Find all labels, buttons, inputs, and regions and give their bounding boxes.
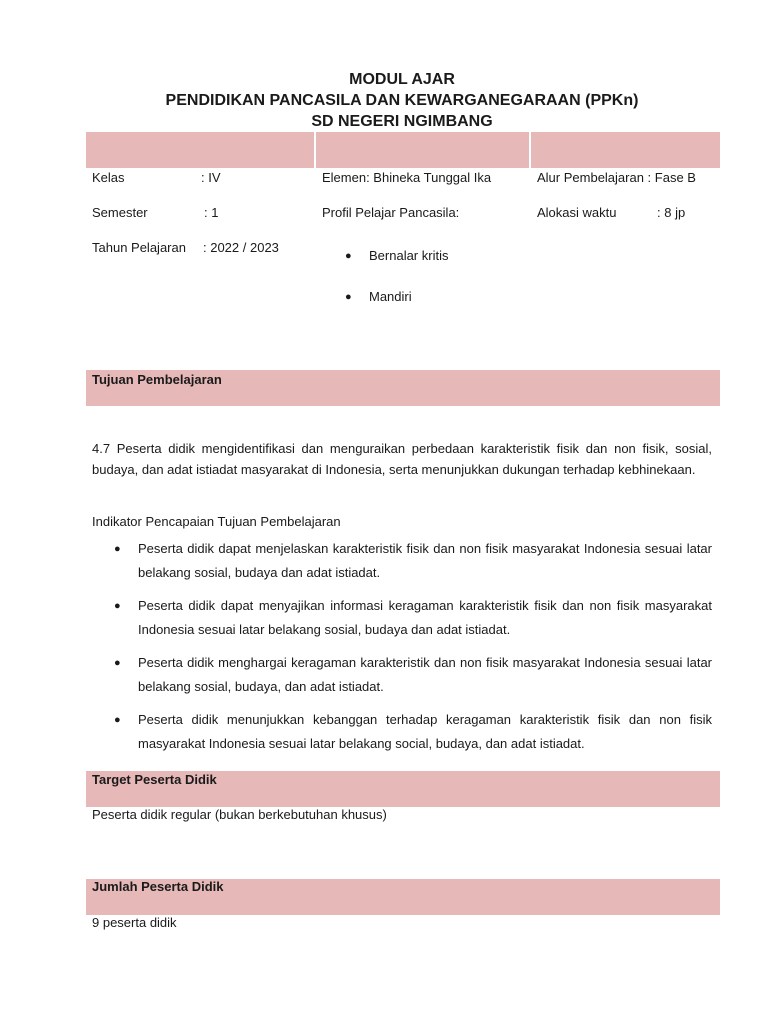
kelas-value: : IV [201, 170, 221, 185]
list-item [92, 708, 712, 756]
indikator-text: Peserta didik dapat menjelaskan karakteristik fisik dan non fisik masyarakat Indonesia sesuai latar belakang sosial, budaya dan adat istiadat. [138, 541, 712, 580]
semester-label: Semester [92, 205, 148, 220]
indikator-text: Peserta didik menghargai keragaman karakteristik dan non fisik masyarakat Indonesia sesuai latar belakang sosial, budaya, dan adat istiadat. [138, 655, 712, 694]
indikator-text: Peserta didik dapat menyajikan informasi keragaman karakteristik fisik dan non fisik masyarakat Indonesia sesuai latar belakang sosial, budaya dan adat istiadat. [138, 598, 712, 637]
tujuan-heading-bar [86, 370, 720, 406]
tahun-label: Tahun Pelajaran [92, 240, 186, 255]
list-item [92, 537, 712, 585]
bullet-icon: ● [345, 291, 352, 303]
table-header-cell-3 [531, 132, 720, 168]
target-value: Peserta didik regular (bukan berkebutuhan khusus) [92, 807, 387, 822]
bullet-icon: ● [345, 250, 352, 262]
jumlah-value: 9 peserta didik [92, 915, 177, 930]
bullet-icon: ● [114, 714, 121, 726]
jumlah-heading: Jumlah Peserta Didik [92, 879, 224, 894]
document-title-line1: MODUL AJAR [349, 71, 455, 88]
tujuan-paragraph: 4.7 Peserta didik mengidentifikasi dan menguraikan perbedaan karakteristik fisik dan non fisik, sosial, budaya, dan adat istiadat masyarakat di Indonesia, serta menunjukkan dukungan terhadap kebhinekaan. [92, 441, 712, 477]
indikator-label: Indikator Pencapaian Tujuan Pembelajaran [92, 514, 341, 529]
elemen-text: Elemen: Bhineka Tunggal Ika [322, 170, 492, 185]
target-heading: Target Peserta Didik [92, 772, 217, 787]
indikator-text: Peserta didik menunjukkan kebanggan terhadap keragaman karakteristik fisik dan non fisik masyarakat Indonesia sesuai latar belakang social, budaya, dan adat istiadat. [138, 712, 712, 751]
alokasi-label: Alokasi waktu [537, 205, 617, 220]
indikator-list [92, 537, 712, 765]
profil-item: Bernalar kritis [369, 248, 449, 263]
document-title-line3: SD NEGERI NGIMBANG [311, 113, 493, 130]
list-item [92, 594, 712, 642]
kelas-label: Kelas [92, 170, 125, 185]
alur-text: Alur Pembelajaran : Fase B [537, 170, 696, 185]
jumlah-heading-bar [86, 879, 720, 915]
document-title-line2: PENDIDIKAN PANCASILA DAN KEWARGANEGARAAN (PPKn) [165, 92, 639, 109]
bullet-icon: ● [114, 600, 121, 612]
profil-item: Mandiri [369, 289, 412, 304]
tujuan-heading: Tujuan Pembelajaran [92, 372, 222, 387]
list-item [92, 651, 712, 699]
bullet-icon: ● [114, 543, 121, 555]
alokasi-value: : 8 jp [657, 205, 686, 220]
tahun-value: : 2022 / 2023 [203, 240, 279, 255]
target-heading-bar [86, 771, 720, 807]
bullet-icon: ● [114, 657, 121, 669]
table-header-cell-2 [316, 132, 529, 168]
profil-label: Profil Pelajar Pancasila: [322, 205, 460, 220]
table-header-cell-1 [86, 132, 314, 168]
semester-value: : 1 [204, 205, 219, 220]
